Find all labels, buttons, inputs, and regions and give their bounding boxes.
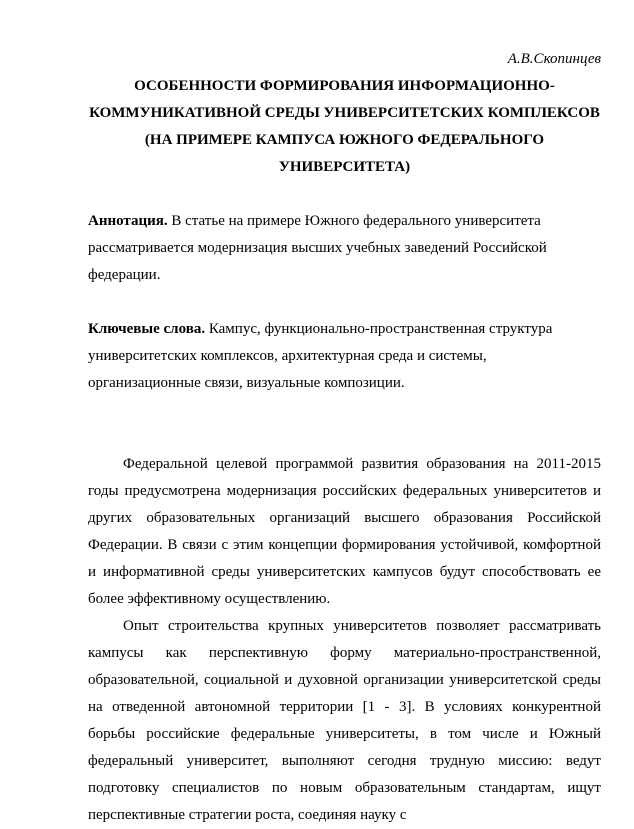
paper-title-line-4: УНИВЕРСИТЕТА) [278,159,411,175]
body-paragraph-1: Федеральной целевой программой развития образования на 2011-2015 годы предусмотрена модернизация российских федеральных университетов и других образовательных организаций высшего образования Российской Федерации. В связи с этим концепции формирования устойчивой, комфортной и информативной среды университетских кампусов будут способствовать ее более эффективному осуществлению. [88,456,601,607]
keywords-paragraph [88,316,601,397]
paper-title-line-3: (НА ПРИМЕРЕ КАМПУСА ЮЖНОГО ФЕДЕРАЛЬНОГО [144,132,545,148]
paper-title [88,73,601,181]
paper-title-line-2: КОММУНИКАТИВНОЙ СРЕДЫ УНИВЕРСИТЕТСКИХ КОМПЛЕКСОВ [89,105,600,121]
annotation-label: Аннотация. [88,213,168,229]
keywords-text: Кампус, функционально-пространственная структура университетских комплексов, архитектурная среда и системы, организационные связи, визуальные композиции. [88,321,553,391]
paper-title-line-1: ОСОБЕННОСТИ ФОРМИРОВАНИЯ ИНФОРМАЦИОННО- [134,78,555,94]
body-paragraph-2: Опыт строительства крупных университетов позволяет рассматривать кампусы как перспективную форму материально-пространственной, образовательной, социальной и духовной организации университетской среды на отведенной автономной территории [1 - 3]. В условиях конкурентной борьбы российские федеральные университеты, в том числе и Южный федеральный университет, выполняют сегодня трудную миссию: ведут подготовку специалистов по новым образовательным стандартам, ищут перспективные стратегии роста, соединяя науку с [88,618,601,823]
author-line: А.В.Скопинцев [507,51,601,67]
annotation-text: В статье на примере Южного федерального университета рассматривается модернизация высших учебных заведений Российской федерации. [88,213,547,283]
keywords-label: Ключевые слова. [88,321,206,337]
annotation-paragraph [88,208,601,289]
